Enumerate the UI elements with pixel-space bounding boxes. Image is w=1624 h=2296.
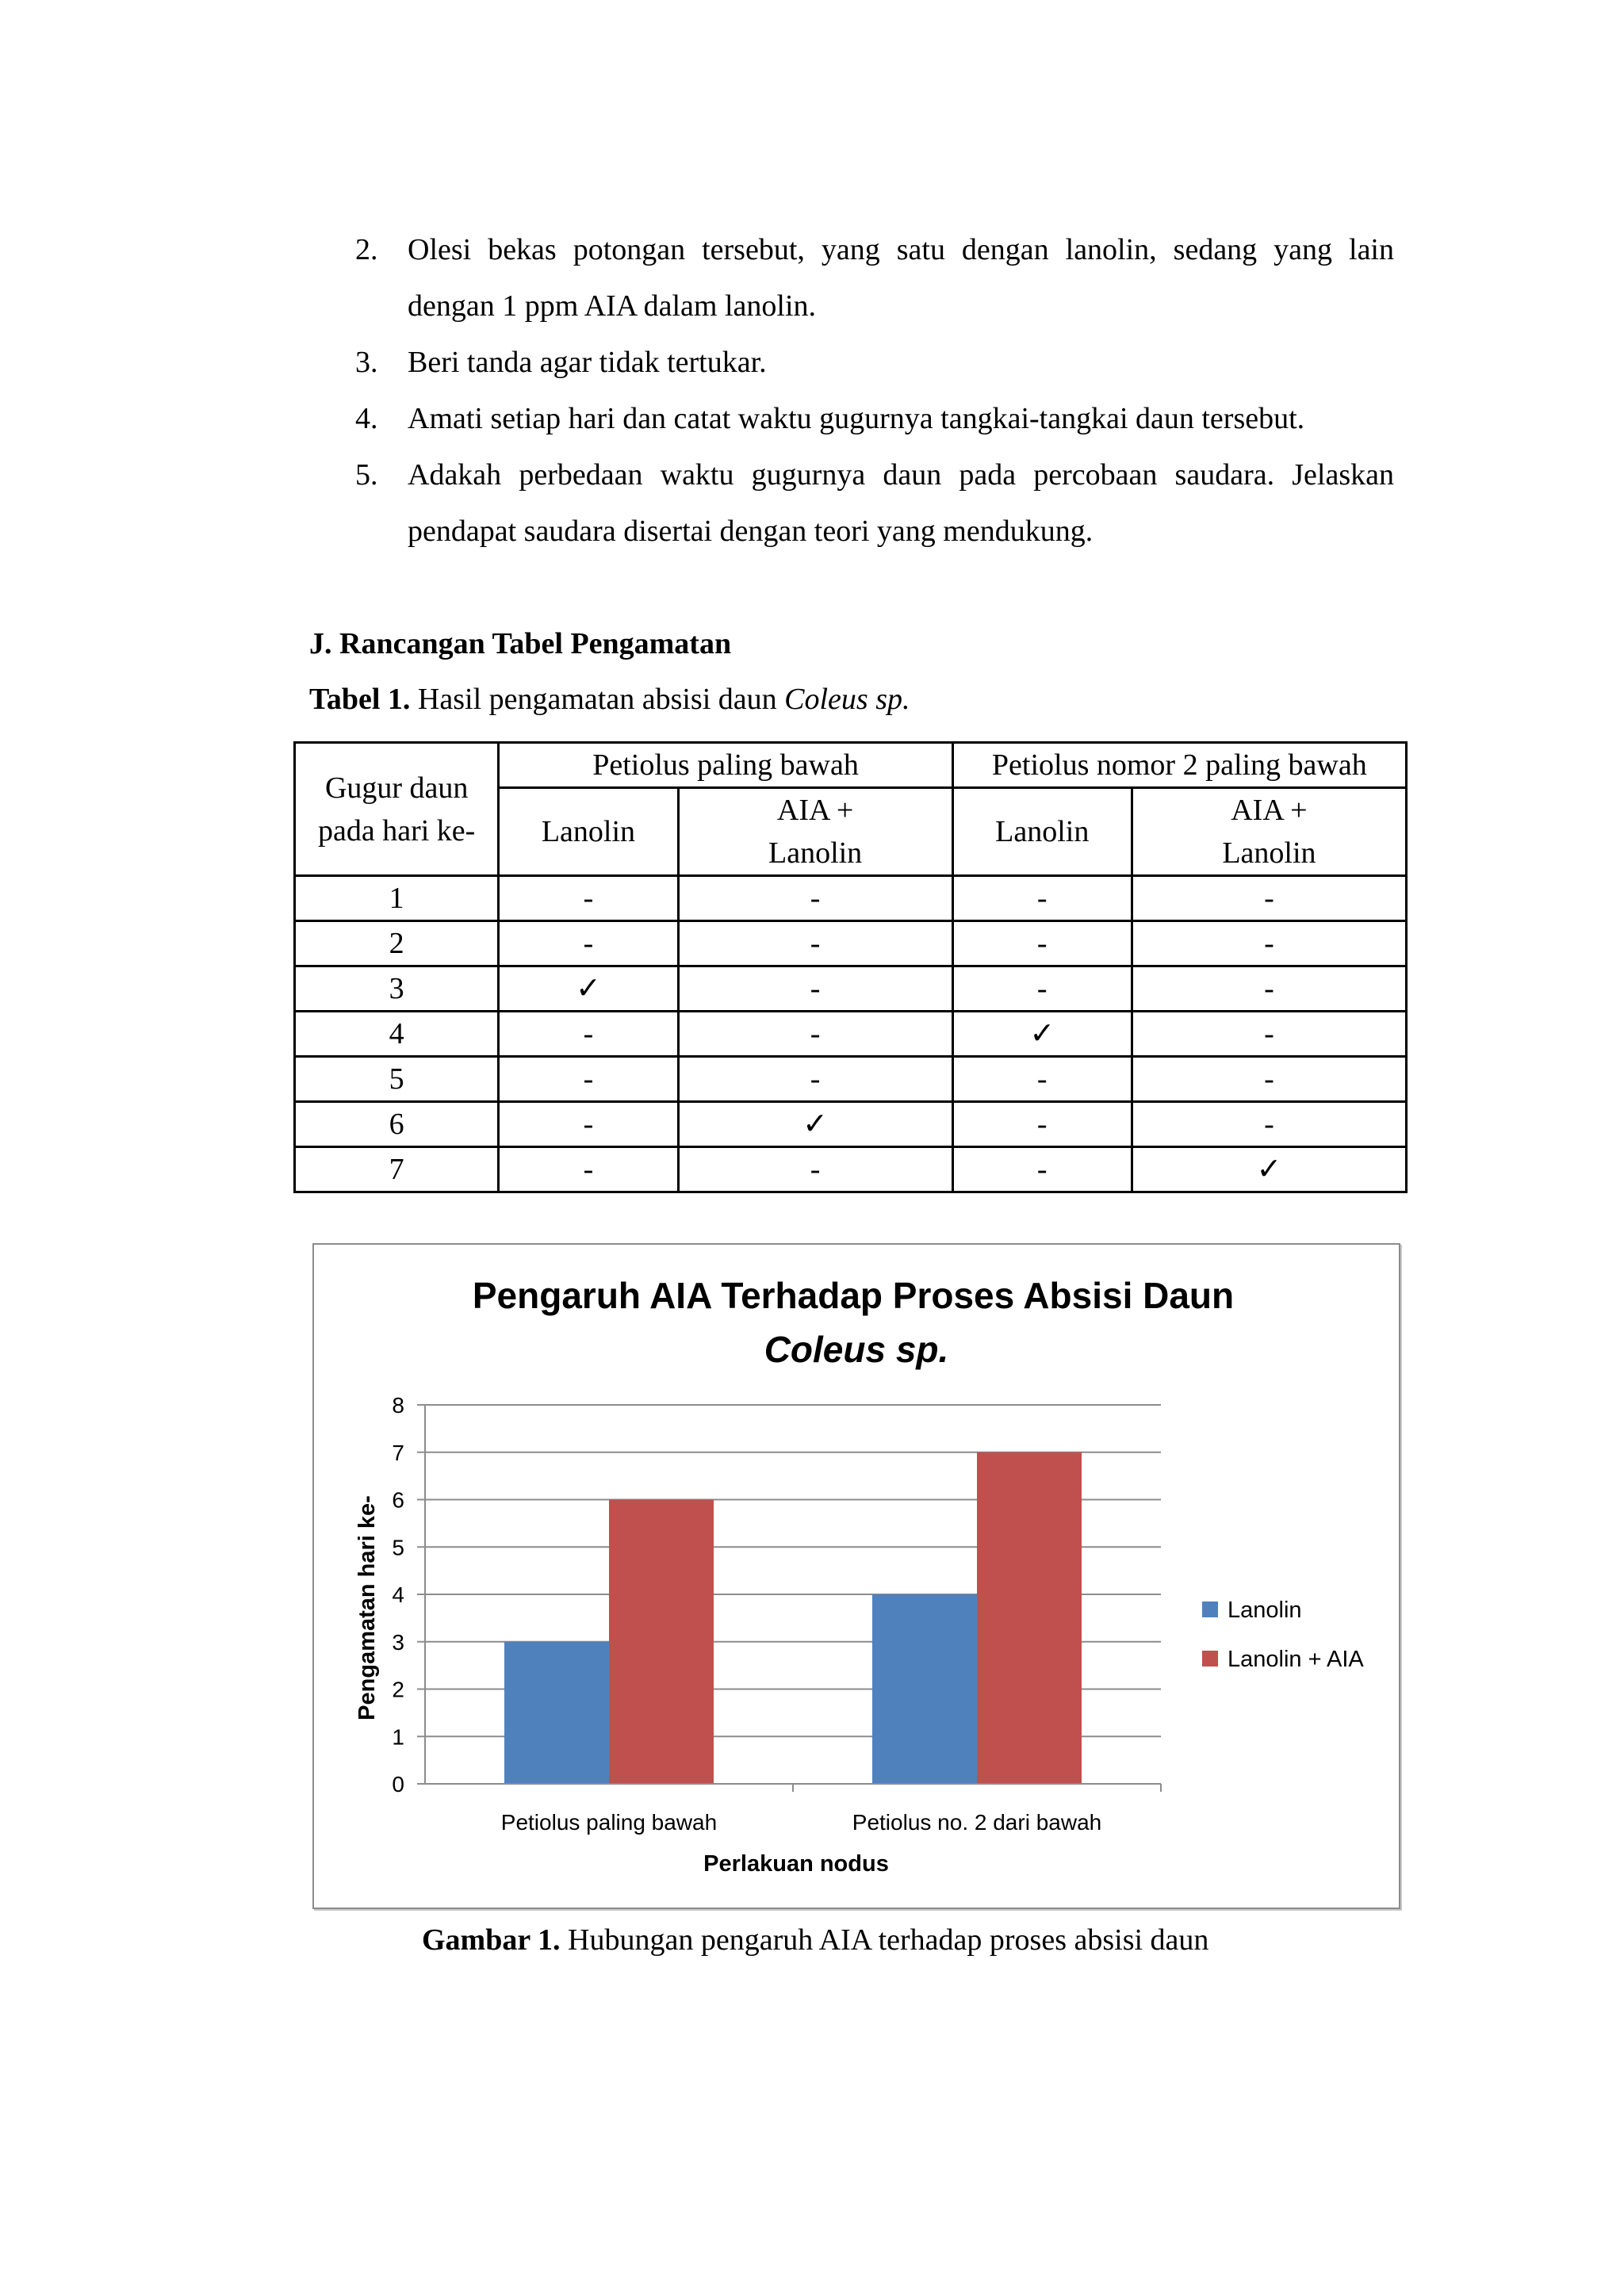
table-cell: ✓ xyxy=(952,1012,1132,1057)
list-text: Adakah perbedaan waktu gugurnya daun pada percobaan saudara. Jelaskan pendapat saudara disertai dengan teori yang mendukung. xyxy=(408,458,1394,548)
observation-table xyxy=(293,741,1408,1193)
bar-chart xyxy=(312,1243,1400,1909)
bars xyxy=(504,1452,1082,1784)
legend-swatch xyxy=(1202,1651,1218,1667)
list-item xyxy=(355,391,1394,447)
y-tick-label: 0 xyxy=(392,1772,404,1797)
table-cell: - xyxy=(678,1147,952,1192)
table-cell: - xyxy=(952,1057,1132,1102)
table-cell: - xyxy=(499,921,678,966)
table-row xyxy=(295,1102,1407,1147)
list-text: Beri tanda agar tidak tertukar. xyxy=(408,346,767,379)
x-axis-title: Perlakuan nodus xyxy=(703,1851,889,1877)
row-header-cell: Gugur daun pada hari ke- xyxy=(295,743,499,876)
table-cell: - xyxy=(952,966,1132,1012)
x-tick-label: Petiolus no. 2 dari bawah xyxy=(852,1810,1102,1835)
table-cell: - xyxy=(678,966,952,1012)
table-cell: - xyxy=(499,876,678,921)
table-row xyxy=(295,876,1407,921)
group-header-cell: Petiolus paling bawah xyxy=(499,743,952,788)
list-number: 3. xyxy=(355,346,378,379)
list-text: Olesi bekas potongan tersebut, yang satu dengan lanolin, sedang yang lain dengan 1 ppm AIA dalam lanolin. xyxy=(408,233,1394,323)
table-cell: ✓ xyxy=(499,966,678,1012)
table-caption xyxy=(309,682,910,717)
y-tick-label: 6 xyxy=(392,1487,404,1513)
table-cell: ✓ xyxy=(678,1102,952,1147)
day-cell: 2 xyxy=(295,921,499,966)
subheader-cell: Lanolin xyxy=(499,788,678,876)
table-header-row xyxy=(295,743,1407,788)
figure-caption-label: Gambar 1. xyxy=(422,1923,561,1957)
table-cell: - xyxy=(1132,1012,1406,1057)
day-cell: 5 xyxy=(295,1057,499,1102)
y-tick-label: 5 xyxy=(392,1535,404,1560)
legend-label: Lanolin xyxy=(1228,1598,1302,1623)
day-cell: 3 xyxy=(295,966,499,1012)
table-caption-species: Coleus sp. xyxy=(784,683,910,716)
bar-lanolin-aia xyxy=(977,1452,1082,1784)
list-number: 2. xyxy=(355,233,378,266)
table-cell: - xyxy=(1132,921,1406,966)
group-header-cell: Petiolus nomor 2 paling bawah xyxy=(952,743,1406,788)
chart-subtitle: Coleus sp. xyxy=(764,1329,949,1370)
table-cell: - xyxy=(678,921,952,966)
table-row xyxy=(295,1147,1407,1192)
day-cell: 6 xyxy=(295,1102,499,1147)
section-heading: J. Rancangan Tabel Pengamatan xyxy=(309,627,732,660)
procedure-list xyxy=(355,222,1394,560)
table-cell: - xyxy=(1132,966,1406,1012)
table-cell: - xyxy=(1132,1102,1406,1147)
chart-title: Pengaruh AIA Terhadap Proses Absisi Daun xyxy=(472,1275,1235,1316)
y-tick-label: 3 xyxy=(392,1629,404,1655)
y-tick-label: 2 xyxy=(392,1677,404,1702)
table-cell: - xyxy=(678,1012,952,1057)
day-cell: 7 xyxy=(295,1147,499,1192)
table-cell: - xyxy=(952,921,1132,966)
day-cell: 1 xyxy=(295,876,499,921)
list-number: 4. xyxy=(355,402,378,435)
x-tick-label: Petiolus paling bawah xyxy=(500,1810,718,1835)
table-cell: - xyxy=(952,876,1132,921)
figure-caption xyxy=(422,1923,1208,1957)
subheader-cell: AIA + Lanolin xyxy=(678,788,952,876)
table-cell: - xyxy=(952,1147,1132,1192)
table-row xyxy=(295,1057,1407,1102)
table-cell: - xyxy=(678,1057,952,1102)
table-cell: - xyxy=(499,1147,678,1192)
table-cell: - xyxy=(1132,876,1406,921)
bar-lanolin xyxy=(872,1594,977,1784)
y-axis-title: Pengamatan hari ke- xyxy=(354,1495,380,1720)
table-row xyxy=(295,1012,1407,1057)
day-cell: 4 xyxy=(295,1012,499,1057)
table-cell: - xyxy=(499,1102,678,1147)
table-caption-label: Tabel 1. xyxy=(309,683,411,716)
bar-lanolin xyxy=(504,1642,609,1784)
table-cell: - xyxy=(678,876,952,921)
list-item xyxy=(355,447,1394,560)
list-text: Amati setiap hari dan catat waktu gugurnya tangkai-tangkai daun tersebut. xyxy=(408,402,1305,435)
table-cell: - xyxy=(499,1012,678,1057)
bar-lanolin-aia xyxy=(609,1500,714,1785)
table-cell: - xyxy=(1132,1057,1406,1102)
figure-caption-text: Hubungan pengaruh AIA terhadap proses absisi daun xyxy=(560,1923,1209,1957)
list-item xyxy=(355,222,1394,335)
table-cell: - xyxy=(952,1102,1132,1147)
legend-swatch xyxy=(1202,1601,1218,1617)
legend xyxy=(1202,1598,1364,1672)
legend-label: Lanolin + AIA xyxy=(1228,1647,1364,1672)
y-tick-label: 7 xyxy=(392,1440,404,1465)
list-number: 5. xyxy=(355,458,378,492)
y-tick-label: 1 xyxy=(392,1724,404,1750)
table-caption-text: Hasil pengamatan absisi daun xyxy=(410,683,785,716)
list-item xyxy=(355,335,1394,391)
subheader-cell: Lanolin xyxy=(952,788,1132,876)
table-cell: - xyxy=(499,1057,678,1102)
chart-svg xyxy=(314,1245,1399,1908)
y-tick-label: 8 xyxy=(392,1393,404,1418)
table-cell: ✓ xyxy=(1132,1147,1406,1192)
y-tick-label: 4 xyxy=(392,1582,404,1607)
subheader-cell: AIA + Lanolin xyxy=(1132,788,1406,876)
table-row xyxy=(295,921,1407,966)
table-row xyxy=(295,966,1407,1012)
